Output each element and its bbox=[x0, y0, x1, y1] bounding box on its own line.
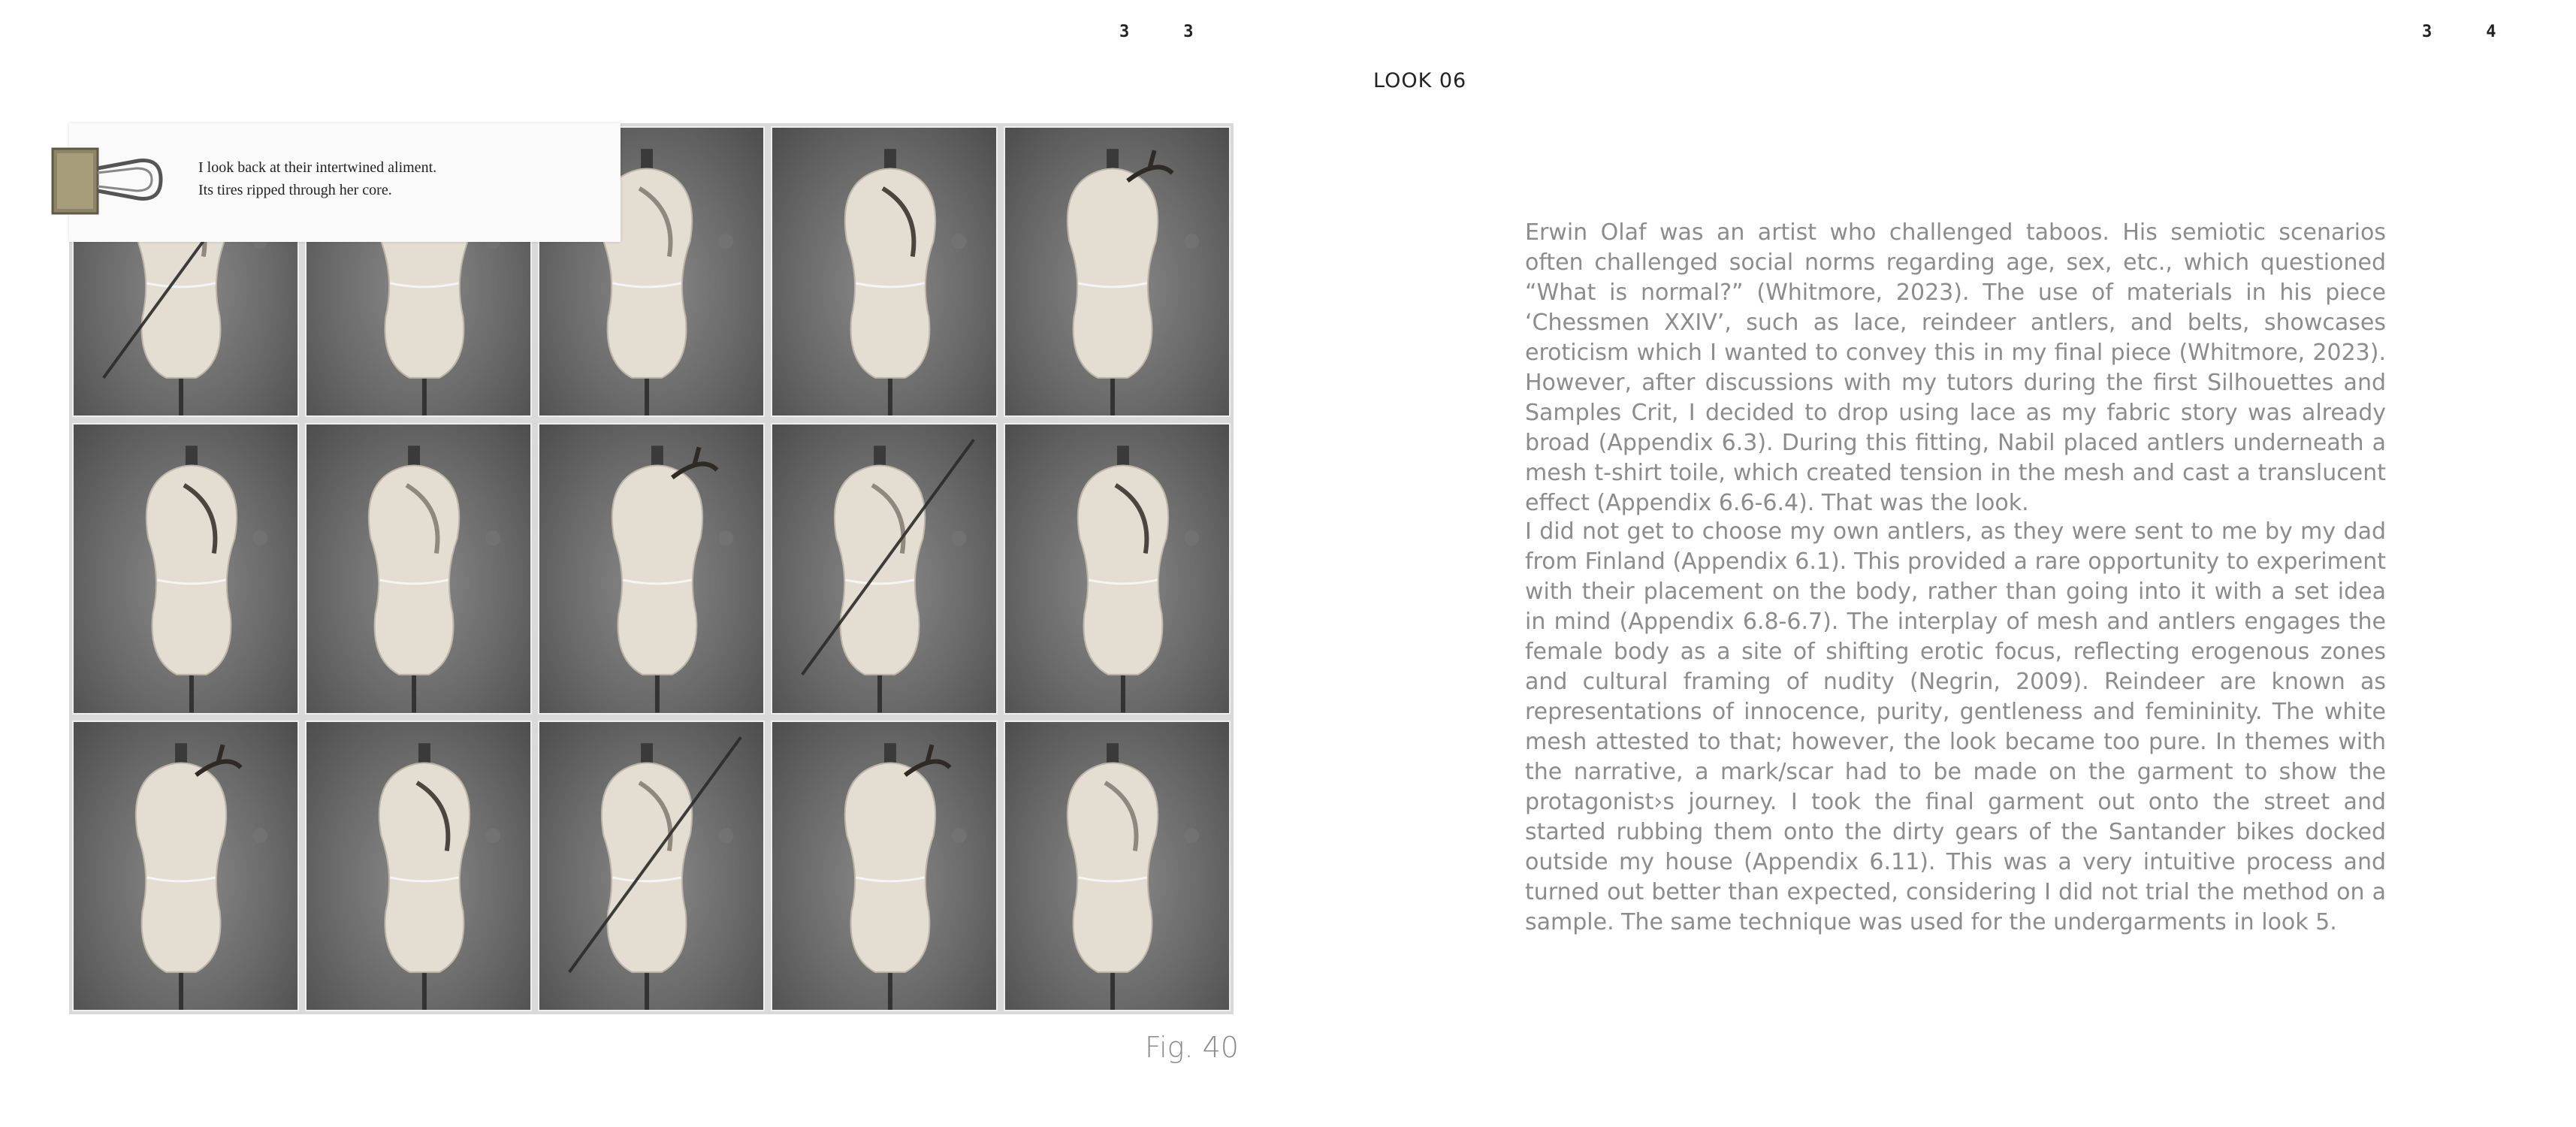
mannequin-photo bbox=[305, 423, 532, 714]
look-title: LOOK 06 bbox=[1373, 69, 1467, 92]
figure-caption: Fig. 40 bbox=[1145, 1031, 1239, 1064]
mannequin-photo bbox=[538, 423, 765, 714]
body-paragraph-1: Erwin Olaf was an artist who challenged taboos. His semiotic scenarios often challenged social norms regarding age, sex, etc., which questioned “What is normal?” (Whitmore, 2023). The use of materials in his piece ‘Chessmen XXIV’, such as lace, reindeer antlers, and belts, showcases eroticism which I wanted to convey this in my final piece (Whitmore, 2023). However, after discussions with my tutors during the first Silhouettes and Samples Crit, I decided to drop using lace as my fabric story was already broad (Appendix 6.3). During this fitting, Nabil placed antlers underneath a mesh t-shirt toile, which created tension in the mesh and cast a translucent effect (Appendix 6.6-6.4). That was the look. bbox=[1525, 219, 2386, 516]
mannequin-photo bbox=[305, 721, 532, 1011]
mannequin-photo bbox=[771, 721, 998, 1011]
contact-sheet-image bbox=[69, 123, 1234, 1014]
note-text bbox=[198, 156, 436, 201]
note-line-1: I look back at their intertwined aliment. bbox=[198, 159, 437, 176]
mannequin-photo bbox=[72, 721, 299, 1011]
mannequin-photo bbox=[1004, 721, 1231, 1011]
note-line-2: Its tires ripped through her core. bbox=[198, 182, 392, 198]
mannequin-photo bbox=[538, 721, 765, 1011]
mannequin-photo bbox=[1004, 126, 1231, 417]
mannequin-photo bbox=[72, 423, 299, 714]
mannequin-photo bbox=[771, 126, 998, 417]
binder-clip-icon bbox=[48, 138, 168, 221]
page-number-left: 33 bbox=[1119, 23, 1248, 41]
clipped-note bbox=[69, 123, 621, 242]
body-paragraph-2: I did not get to choose my own antlers, as they were sent to me by my dad from Finland (Appendix 6.1). This provided a rare opportunity to experiment with their placement on the body, rather than going into it with a set idea in mind (Appendix 6.8-6.7). The interplay of mesh and antlers engages the female body as a site of shifting erotic focus, reflecting erogenous zones and cultural framing of nudity (Negrin, 2009). Reindeer are known as representations of innocence, purity, gentleness and femininity. The white mesh attested to that; however, the look became too pure. In themes with the narrative, a mark/scar had to be made on the garment to show the protagonist›s journey. I took the final garment out onto the street and started rubbing them onto the dirty gears of the Santander bikes docked outside my house (Appendix 6.11). This was a very intuitive process and turned out better than expected, considering I did not trial the method on a sample. The same technique was used for the undergarments in look 5. bbox=[1525, 518, 2386, 935]
mannequin-photo bbox=[771, 423, 998, 714]
mannequin-photo bbox=[1004, 423, 1231, 714]
page-number-right: 34 bbox=[2422, 23, 2550, 41]
